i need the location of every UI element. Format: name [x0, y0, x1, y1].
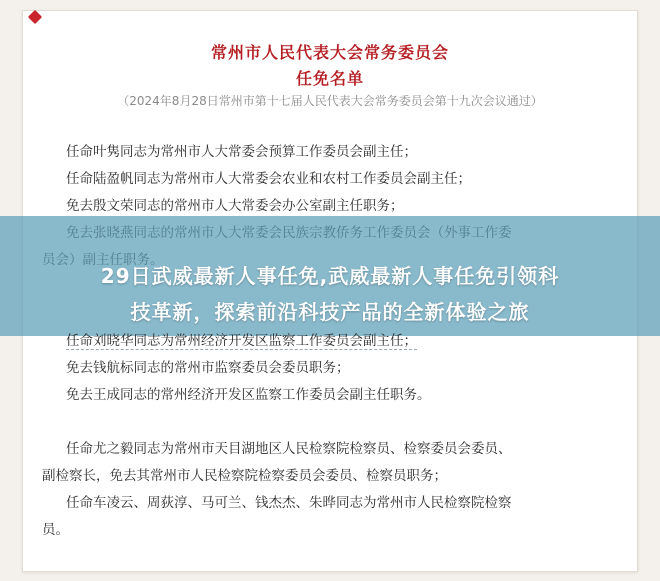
headline-line-2: 技革新，探索前沿科技产品的全新体验之旅 [130, 300, 530, 324]
appointment-line: 任命刘晓华同志为常州经济开发区监察工作委员会副主任； [66, 333, 417, 349]
removal-line: 免去王成同志的常州经济开发区监察工作委员会副主任职务。 [66, 387, 431, 403]
document-subheading: 任免名单 [295, 69, 364, 88]
removal-line: 免去殷文荣同志的常州市人大常委会办公室副主任职务； [66, 198, 404, 214]
appointment-line: 任命车凌云、周荻淳、马可兰、钱杰杰、朱晔同志为常州市人民检察院检察 [66, 495, 512, 511]
document-title: 常州市人民代表大会常务委员会 [210, 43, 449, 62]
appointment-line: 任命叶隽同志为常州市人大常委会预算工作委员会副主任； [66, 144, 417, 160]
appointment-line: 任命尤之毅同志为常州市天目湖地区人民检察院检察员、检察委员会委员、 [66, 441, 512, 457]
appointment-line-continued: 副检察长，免去其常州市人民检察院检察委员会委员、检察员职务； [42, 468, 447, 484]
meeting-note: （2024年8月28日常州市第十七届人民代表大会常务委员会第十九次会议通过） [117, 94, 543, 108]
removal-line: 免去钱航标同志的常州市监察委员会委员职务； [66, 360, 350, 376]
appointment-line-continued: 员。 [42, 522, 69, 538]
appointment-line: 任命陆盈帆同志为常州市人大常委会农业和农村工作委员会副主任； [66, 171, 471, 187]
headline-line-1: 29日武威最新人事任免,武威最新人事任免引领科 [100, 264, 560, 288]
